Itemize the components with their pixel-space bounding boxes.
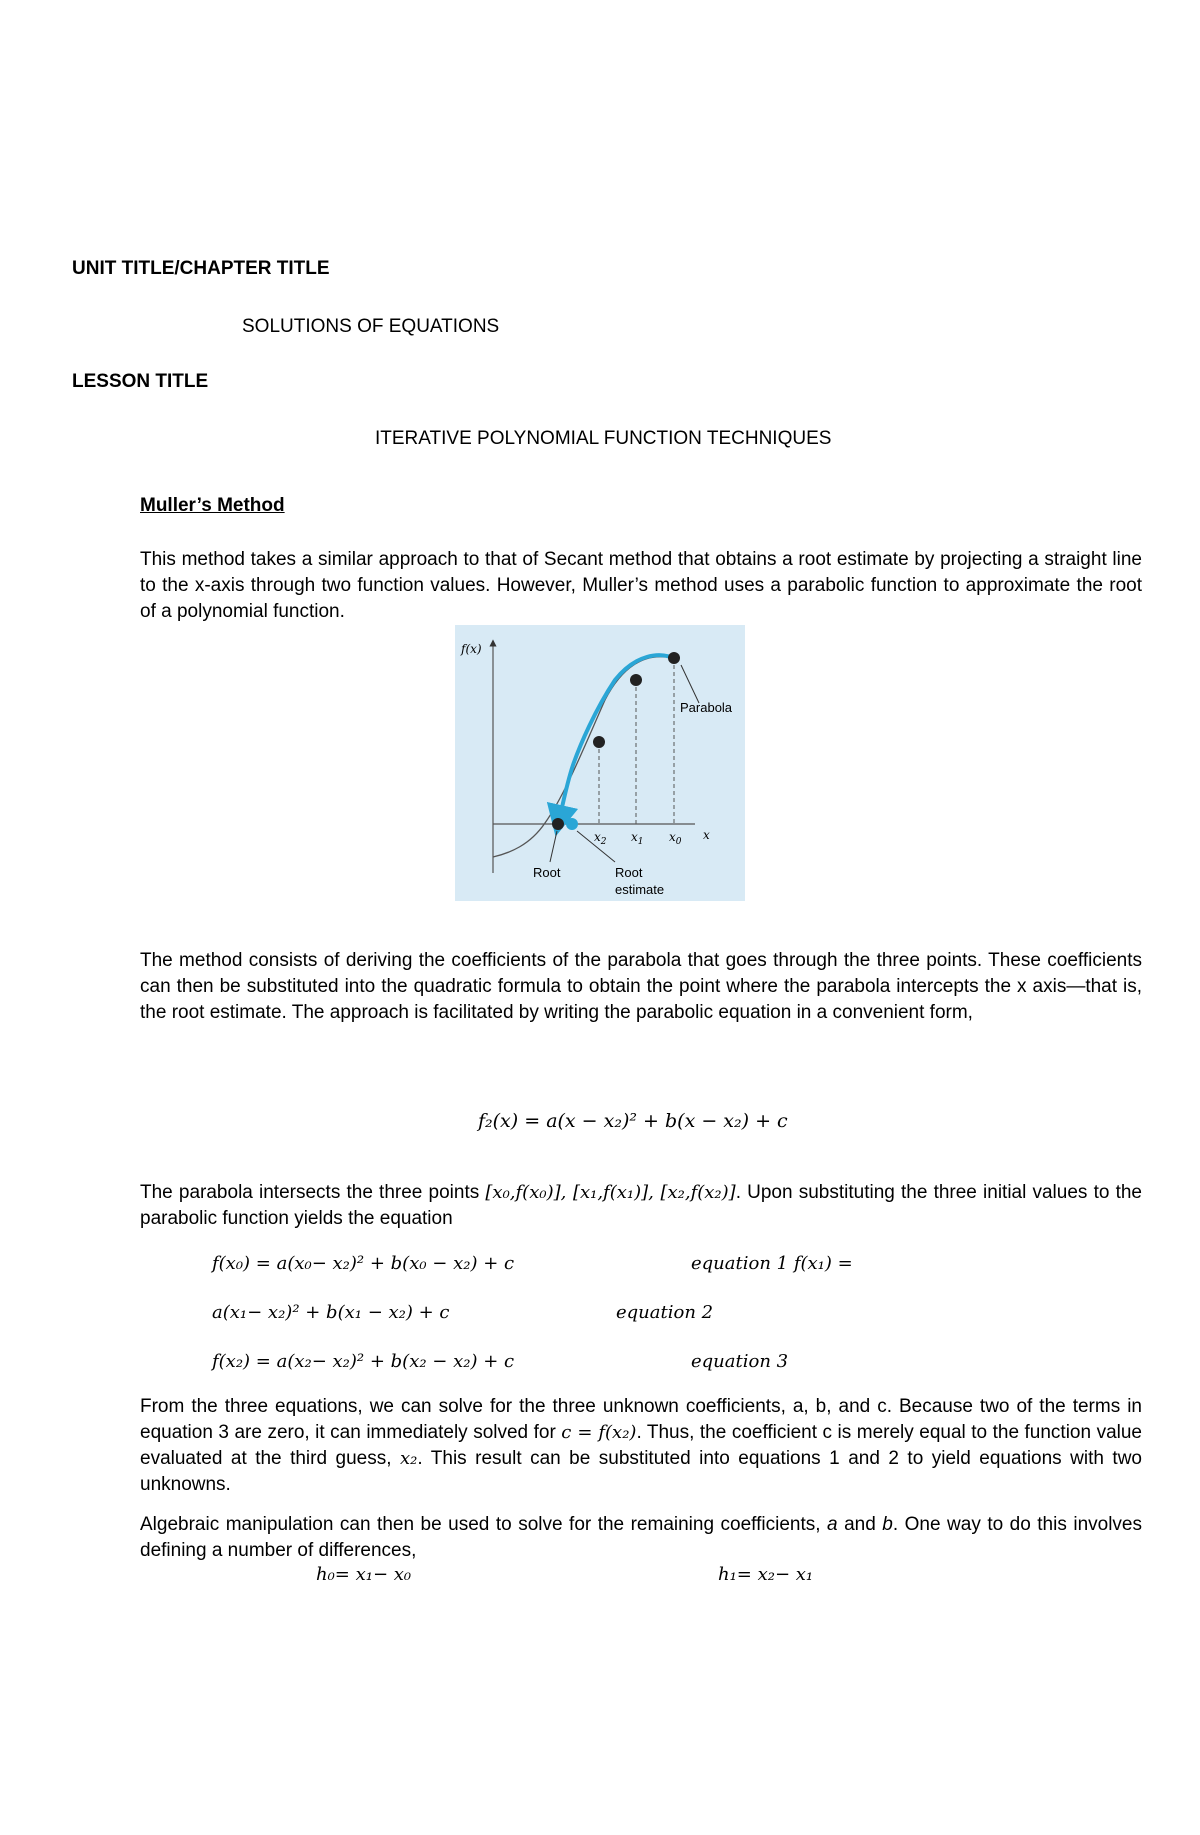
para4-text-b: . Thus, the coefficient c is merely equal to the function value evaluated at the third guess,: [140, 1422, 1142, 1469]
para5-and: and: [837, 1514, 883, 1535]
coefficient-a: a: [827, 1514, 838, 1535]
unit-title: SOLUTIONS OF EQUATIONS: [242, 316, 500, 337]
h1-equation: h₁= x₂− x₁: [718, 1564, 814, 1585]
equation-2-right: equation 2: [616, 1302, 714, 1323]
x1-label: $x_1$: [631, 830, 644, 847]
root-callout: [550, 831, 557, 862]
root-estimate-label-1: Root: [615, 865, 643, 880]
root-label: Root: [533, 865, 561, 880]
section-title: Muller’s Method: [140, 495, 285, 516]
points-expression: [x₀,f(x₀)], [x₁,f(x₁)], [x₂,f(x₂)]: [485, 1182, 736, 1203]
para4-text-c: . This result can be substituted into equations 1 and 2 to yield equations with two unknowns.: [140, 1448, 1142, 1495]
parabola-equation: f₂(x) = a(x − x₂)² + b(x − x₂) + c: [478, 1110, 788, 1132]
para5-text-a: Algebraic manipulation can then be used to solve for the remaining coefficients,: [140, 1514, 828, 1535]
point-root-estimate: [566, 818, 578, 830]
point-root: [552, 818, 564, 830]
para5-text-b: . One way to do this involves defining a number of differences,: [140, 1514, 1142, 1561]
parabola-callout: [681, 665, 699, 703]
x2-expression: x₂: [399, 1448, 418, 1469]
intersection-paragraph: [140, 1180, 1142, 1232]
parabola-label: Parabola: [680, 700, 733, 715]
algebra-paragraph: [140, 1512, 1142, 1564]
lesson-title: ITERATIVE POLYNOMIAL FUNCTION TECHNIQUES: [375, 428, 832, 449]
root-estimate-label-2: estimate: [615, 882, 665, 897]
point-x1: [630, 674, 642, 686]
para3-text-b: . Upon substituting the three initial values to the parabolic function yields the equation: [140, 1182, 1142, 1229]
unit-title-label: UNIT TITLE/CHAPTER TITLE: [72, 258, 330, 279]
coefficient-b: b: [882, 1514, 893, 1535]
x2-label: $x_2$: [594, 830, 607, 847]
method-paragraph: The method consists of deriving the coefficients of the parabola that goes through the three points. These coefficients can then be substituted into the quadratic formula to obtain the point where the parabola intercepts the x axis—that is, the root estimate. The approach is facilitated by writing the parabolic equation in a convenient form,: [140, 950, 1142, 1023]
equation-3-right: equation 3: [691, 1351, 789, 1372]
para4-text-a: From the three equations, we can solve for the three unknown coefficients, a, b, and c. Because two of the terms in equation 3 are zero, it can immediately solved for: [140, 1396, 1142, 1443]
lesson-title-label: LESSON TITLE: [72, 371, 209, 392]
equation-2-left: a(x₁− x₂)² + b(x₁ − x₂) + c: [212, 1302, 450, 1323]
x0-label: $x_0$: [669, 830, 682, 847]
equation-3-left: f(x₂) = a(x₂− x₂)² + b(x₂ − x₂) + c: [212, 1351, 515, 1372]
point-x2: [593, 736, 605, 748]
h0-equation: h₀= x₁− x₀: [316, 1564, 412, 1585]
muller-figure-svg: [455, 625, 745, 901]
y-axis-label: f(x): [461, 642, 482, 656]
equation-1-left: f(x₀) = a(x₀− x₂)² + b(x₀ − x₂) + c: [212, 1253, 515, 1274]
coefficients-paragraph: [140, 1394, 1142, 1498]
equation-1-right: equation 1 f(x₁) =: [691, 1253, 853, 1274]
intro-paragraph: This method takes a similar approach to that of Secant method that obtains a root estimate by projecting a straight line to the x-axis through two function values. However, Muller’s method uses a parabolic function to approximate the root of a polynomial function.: [140, 549, 1142, 622]
muller-figure: [455, 625, 745, 901]
x-axis-label: x: [703, 828, 710, 842]
point-x0: [668, 652, 680, 664]
function-curve: [493, 657, 665, 857]
para3-text-a: The parabola intersects the three points: [140, 1182, 486, 1203]
c-equals-expression: c = f(x₂): [561, 1422, 637, 1443]
